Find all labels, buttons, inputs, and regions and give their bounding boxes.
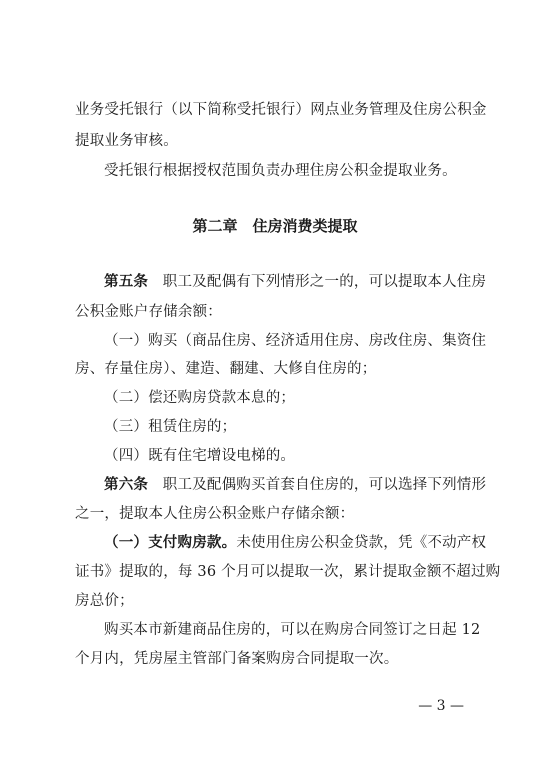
sub-item-line: [104, 533, 487, 553]
article-6-label: 第六条: [104, 477, 149, 493]
text-run: 购买本市新建商品住房的，可以在购房合同签订之日起 12: [104, 622, 481, 638]
text-run: 房、存量住房）、建造、翻建、大修自住房的；: [75, 361, 377, 377]
paragraph-line: [75, 591, 477, 611]
list-item: [104, 388, 477, 408]
paragraph-line: [75, 131, 477, 151]
sub-item-label: （一）支付购房款。: [104, 534, 237, 551]
text-run: 职工及配偶购买首套自住房的，可以选择下列情形: [148, 477, 487, 493]
text-run: 职工及配偶有下列情形之一的，可以提取本人住房: [148, 274, 487, 290]
text-run: 个月内，凭房屋主管部门备案购房合同提取一次。: [75, 651, 399, 667]
list-item: [104, 417, 477, 437]
text-run: 之一，提取本人住房公积金账户存储余额：: [75, 506, 355, 522]
text-run: （三）租赁住房的；: [104, 419, 237, 435]
paragraph-line: [75, 302, 477, 322]
list-item-continuation: [75, 359, 477, 379]
text-run: （二）偿还购房贷款本息的；: [104, 390, 296, 406]
paragraph-line: [75, 504, 477, 524]
text-run: （四）既有住宅增设电梯的。: [104, 448, 296, 464]
text-run: 受托银行根据授权范围负责办理住房公积金提取业务。: [104, 163, 457, 179]
text-run: 证书》提取的，每 36 个月可以提取一次，累计提取金额不超过购: [75, 564, 501, 580]
article-5-label: 第五条: [104, 274, 149, 290]
text-run: 提取业务审核。: [75, 133, 178, 149]
text-run: 业务受托银行（以下简称受托银行）网点业务管理及住房公积金: [75, 102, 487, 118]
chapter-title: 第二章 住房消费类提取: [192, 217, 358, 235]
text-run: 公积金账户存储余额：: [75, 304, 222, 320]
paragraph-line: [104, 161, 477, 181]
article-5-line: [104, 272, 487, 292]
paragraph-line: [75, 649, 477, 669]
page-number: — 3 —: [418, 698, 464, 714]
list-item: [104, 331, 487, 351]
article-6-line: [104, 475, 487, 495]
paragraph-line: [104, 620, 481, 640]
paragraph-line: [75, 100, 487, 120]
paragraph-line: [75, 562, 501, 582]
text-run: 房总价；: [75, 593, 134, 609]
text-run: （一）购买（商品住房、经济适用住房、房改住房、集资住: [104, 333, 487, 349]
text-run: 未使用住房公积金贷款，凭《不动产权: [236, 535, 487, 551]
list-item: [104, 446, 477, 466]
